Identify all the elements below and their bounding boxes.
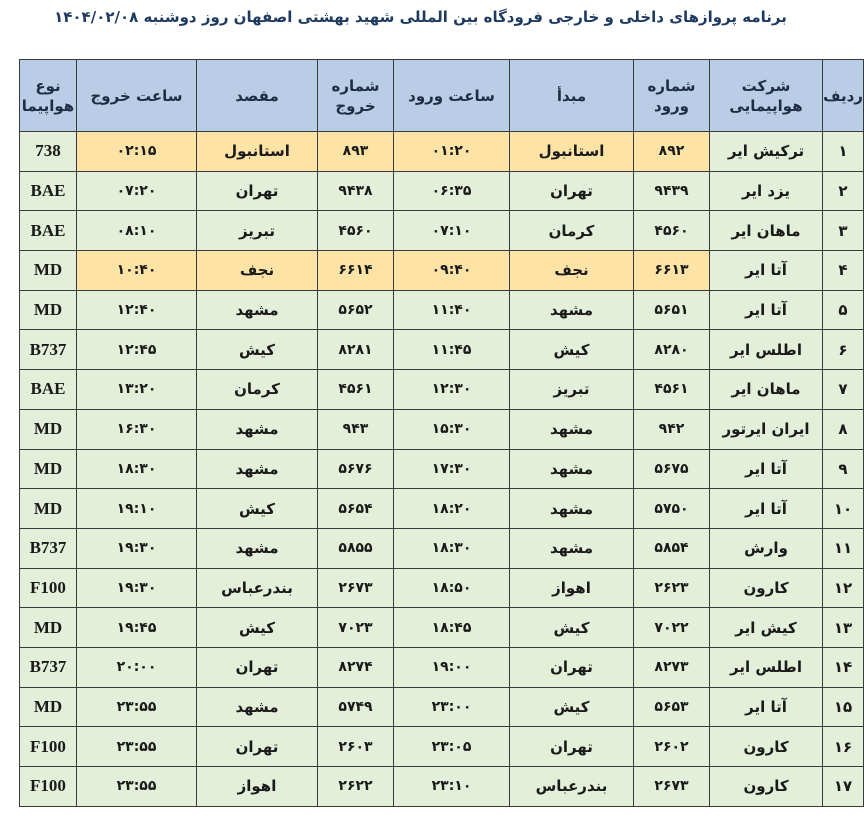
cell-row-number: ۵ xyxy=(823,290,864,330)
cell-arrival-number: ۵۶۵۱ xyxy=(634,290,710,330)
cell-aircraft-type: F100 xyxy=(20,727,77,767)
cell-origin: بندرعباس xyxy=(510,767,634,807)
cell-origin: مشهد xyxy=(510,290,634,330)
cell-airline: ماهان ایر xyxy=(710,370,823,410)
table-header-row xyxy=(20,60,864,132)
header-departure-number: شماره خروج xyxy=(318,60,394,132)
cell-departure-time: ۱۹:۴۵ xyxy=(77,608,197,648)
cell-departure-time: ۲۳:۵۵ xyxy=(77,767,197,807)
cell-arrival-number: ۵۷۵۰ xyxy=(634,489,710,529)
cell-departure-number: ۲۶۰۳ xyxy=(318,727,394,767)
cell-departure-number: ۹۴۳۸ xyxy=(318,171,394,211)
cell-airline: آتا ایر xyxy=(710,687,823,727)
cell-row-number: ۱۲ xyxy=(823,568,864,608)
cell-arrival-time: ۱۹:۰۰ xyxy=(394,647,510,687)
cell-airline: وارش xyxy=(710,528,823,568)
cell-origin: کیش xyxy=(510,687,634,727)
table-body xyxy=(20,132,864,807)
cell-row-number: ۱۵ xyxy=(823,687,864,727)
cell-origin: مشهد xyxy=(510,409,634,449)
cell-destination: اهواز xyxy=(197,767,318,807)
table-row xyxy=(20,647,864,687)
cell-departure-time: ۱۹:۳۰ xyxy=(77,568,197,608)
cell-arrival-number: ۹۴۳۹ xyxy=(634,171,710,211)
cell-destination: تهران xyxy=(197,647,318,687)
cell-arrival-time: ۰۱:۲۰ xyxy=(394,132,510,172)
cell-airline: اطلس ایر xyxy=(710,330,823,370)
cell-origin: مشهد xyxy=(510,489,634,529)
cell-aircraft-type: MD xyxy=(20,251,77,291)
cell-row-number: ۱۴ xyxy=(823,647,864,687)
cell-aircraft-type: 738 xyxy=(20,132,77,172)
cell-departure-number: ۵۶۵۲ xyxy=(318,290,394,330)
cell-destination: تهران xyxy=(197,727,318,767)
cell-departure-number: ۲۶۲۲ xyxy=(318,767,394,807)
table-row xyxy=(20,727,864,767)
cell-destination: کیش xyxy=(197,608,318,648)
cell-departure-time: ۲۳:۵۵ xyxy=(77,687,197,727)
cell-destination: تهران xyxy=(197,171,318,211)
cell-arrival-number: ۵۶۷۵ xyxy=(634,449,710,489)
cell-row-number: ۱۷ xyxy=(823,767,864,807)
cell-aircraft-type: MD xyxy=(20,687,77,727)
table-row xyxy=(20,687,864,727)
cell-origin: اهواز xyxy=(510,568,634,608)
cell-arrival-time: ۱۸:۲۰ xyxy=(394,489,510,529)
table-row xyxy=(20,171,864,211)
cell-airline: ماهان ایر xyxy=(710,211,823,251)
cell-departure-number: ۵۶۷۶ xyxy=(318,449,394,489)
cell-destination: کرمان xyxy=(197,370,318,410)
cell-origin: تبریز xyxy=(510,370,634,410)
cell-destination: مشهد xyxy=(197,528,318,568)
table-row xyxy=(20,290,864,330)
cell-departure-time: ۲۳:۵۵ xyxy=(77,727,197,767)
cell-origin: مشهد xyxy=(510,449,634,489)
cell-origin: مشهد xyxy=(510,528,634,568)
cell-destination: استانبول xyxy=(197,132,318,172)
cell-arrival-number: ۸۲۸۰ xyxy=(634,330,710,370)
cell-origin: نجف xyxy=(510,251,634,291)
table-row xyxy=(20,767,864,807)
cell-aircraft-type: BAE xyxy=(20,171,77,211)
cell-row-number: ۲ xyxy=(823,171,864,211)
header-departure-time: ساعت خروج xyxy=(77,60,197,132)
cell-departure-time: ۰۷:۲۰ xyxy=(77,171,197,211)
cell-aircraft-type: B737 xyxy=(20,528,77,568)
cell-origin: تهران xyxy=(510,171,634,211)
cell-departure-number: ۹۴۳ xyxy=(318,409,394,449)
cell-row-number: ۷ xyxy=(823,370,864,410)
cell-aircraft-type: BAE xyxy=(20,370,77,410)
cell-arrival-time: ۰۶:۳۵ xyxy=(394,171,510,211)
page-title: برنامه پروازهای داخلی و خارجی فرودگاه بین المللی شهید بهشتی اصفهان روز دوشنبه ۱۴۰۴/۰۲/۰۸ xyxy=(54,8,787,26)
cell-destination: نجف xyxy=(197,251,318,291)
cell-airline: یزد ایر xyxy=(710,171,823,211)
cell-departure-number: ۷۰۲۳ xyxy=(318,608,394,648)
cell-row-number: ۸ xyxy=(823,409,864,449)
cell-arrival-number: ۵۶۵۳ xyxy=(634,687,710,727)
cell-arrival-time: ۰۷:۱۰ xyxy=(394,211,510,251)
cell-departure-time: ۱۳:۲۰ xyxy=(77,370,197,410)
header-origin: مبدأ xyxy=(510,60,634,132)
cell-arrival-number: ۴۵۶۰ xyxy=(634,211,710,251)
cell-row-number: ۱۶ xyxy=(823,727,864,767)
cell-arrival-number: ۷۰۲۲ xyxy=(634,608,710,648)
cell-destination: مشهد xyxy=(197,409,318,449)
cell-origin: کیش xyxy=(510,330,634,370)
cell-arrival-number: ۹۴۲ xyxy=(634,409,710,449)
cell-row-number: ۳ xyxy=(823,211,864,251)
cell-aircraft-type: F100 xyxy=(20,767,77,807)
cell-aircraft-type: B737 xyxy=(20,330,77,370)
cell-aircraft-type: MD xyxy=(20,489,77,529)
cell-row-number: ۱۰ xyxy=(823,489,864,529)
cell-arrival-number: ۲۶۰۲ xyxy=(634,727,710,767)
cell-departure-number: ۵۸۵۵ xyxy=(318,528,394,568)
header-destination: مقصد xyxy=(197,60,318,132)
cell-destination: بندرعباس xyxy=(197,568,318,608)
cell-arrival-number: ۵۸۵۴ xyxy=(634,528,710,568)
cell-origin: تهران xyxy=(510,647,634,687)
table-row xyxy=(20,132,864,172)
cell-departure-time: ۱۸:۳۰ xyxy=(77,449,197,489)
cell-airline: ترکیش ایر xyxy=(710,132,823,172)
cell-arrival-number: ۲۶۲۳ xyxy=(634,568,710,608)
cell-row-number: ۱ xyxy=(823,132,864,172)
cell-arrival-time: ۱۸:۵۰ xyxy=(394,568,510,608)
cell-departure-time: ۱۹:۳۰ xyxy=(77,528,197,568)
cell-destination: مشهد xyxy=(197,449,318,489)
cell-airline: کارون xyxy=(710,767,823,807)
cell-origin: استانبول xyxy=(510,132,634,172)
cell-departure-time: ۱۲:۴۵ xyxy=(77,330,197,370)
cell-departure-time: ۱۲:۴۰ xyxy=(77,290,197,330)
table-row xyxy=(20,489,864,529)
cell-arrival-number: ۸۹۲ xyxy=(634,132,710,172)
table-row xyxy=(20,568,864,608)
cell-aircraft-type: MD xyxy=(20,449,77,489)
cell-row-number: ۶ xyxy=(823,330,864,370)
table-row xyxy=(20,330,864,370)
cell-departure-number: ۸۹۳ xyxy=(318,132,394,172)
cell-airline: کیش ایر xyxy=(710,608,823,648)
cell-departure-time: ۰۲:۱۵ xyxy=(77,132,197,172)
cell-departure-number: ۴۵۶۱ xyxy=(318,370,394,410)
cell-row-number: ۱۱ xyxy=(823,528,864,568)
header-arrival-number: شماره ورود xyxy=(634,60,710,132)
cell-destination: مشهد xyxy=(197,290,318,330)
cell-arrival-time: ۱۱:۴۵ xyxy=(394,330,510,370)
cell-arrival-time: ۲۳:۱۰ xyxy=(394,767,510,807)
cell-row-number: ۹ xyxy=(823,449,864,489)
cell-destination: تبریز xyxy=(197,211,318,251)
header-row-number: ردیف xyxy=(823,60,864,132)
cell-departure-number: ۵۷۴۹ xyxy=(318,687,394,727)
cell-arrival-number: ۴۵۶۱ xyxy=(634,370,710,410)
cell-departure-time: ۲۰:۰۰ xyxy=(77,647,197,687)
cell-departure-number: ۸۲۸۱ xyxy=(318,330,394,370)
cell-origin: تهران xyxy=(510,727,634,767)
cell-aircraft-type: B737 xyxy=(20,647,77,687)
flight-schedule-table xyxy=(19,59,864,807)
cell-arrival-time: ۰۹:۴۰ xyxy=(394,251,510,291)
table-row xyxy=(20,608,864,648)
table-row xyxy=(20,528,864,568)
cell-origin: کیش xyxy=(510,608,634,648)
cell-arrival-number: ۸۲۷۳ xyxy=(634,647,710,687)
cell-arrival-time: ۱۸:۳۰ xyxy=(394,528,510,568)
header-arrival-time: ساعت ورود xyxy=(394,60,510,132)
cell-airline: اطلس ایر xyxy=(710,647,823,687)
cell-departure-number: ۶۶۱۴ xyxy=(318,251,394,291)
cell-arrival-time: ۱۵:۳۰ xyxy=(394,409,510,449)
cell-departure-number: ۵۶۵۴ xyxy=(318,489,394,529)
cell-arrival-time: ۲۳:۰۵ xyxy=(394,727,510,767)
cell-arrival-time: ۱۲:۳۰ xyxy=(394,370,510,410)
cell-departure-time: ۱۹:۱۰ xyxy=(77,489,197,529)
cell-aircraft-type: MD xyxy=(20,409,77,449)
cell-row-number: ۱۳ xyxy=(823,608,864,648)
table-row xyxy=(20,370,864,410)
cell-departure-number: ۲۶۷۳ xyxy=(318,568,394,608)
cell-aircraft-type: MD xyxy=(20,290,77,330)
cell-airline: ایران ایرتور xyxy=(710,409,823,449)
cell-airline: آتا ایر xyxy=(710,489,823,529)
cell-row-number: ۴ xyxy=(823,251,864,291)
header-aircraft-type: نوع هواپیما xyxy=(20,60,77,132)
cell-airline: آتا ایر xyxy=(710,449,823,489)
cell-aircraft-type: BAE xyxy=(20,211,77,251)
cell-destination: کیش xyxy=(197,330,318,370)
cell-arrival-number: ۲۶۷۳ xyxy=(634,767,710,807)
cell-aircraft-type: MD xyxy=(20,608,77,648)
cell-airline: آتا ایر xyxy=(710,290,823,330)
cell-arrival-time: ۱۷:۳۰ xyxy=(394,449,510,489)
table-row xyxy=(20,449,864,489)
cell-arrival-number: ۶۶۱۳ xyxy=(634,251,710,291)
cell-airline: آتا ایر xyxy=(710,251,823,291)
cell-departure-time: ۰۸:۱۰ xyxy=(77,211,197,251)
cell-airline: کارون xyxy=(710,727,823,767)
cell-departure-time: ۱۰:۴۰ xyxy=(77,251,197,291)
cell-airline: کارون xyxy=(710,568,823,608)
cell-arrival-time: ۲۳:۰۰ xyxy=(394,687,510,727)
cell-departure-number: ۴۵۶۰ xyxy=(318,211,394,251)
cell-departure-time: ۱۶:۳۰ xyxy=(77,409,197,449)
cell-arrival-time: ۱۱:۴۰ xyxy=(394,290,510,330)
table-row xyxy=(20,251,864,291)
cell-origin: کرمان xyxy=(510,211,634,251)
cell-aircraft-type: F100 xyxy=(20,568,77,608)
cell-departure-number: ۸۲۷۴ xyxy=(318,647,394,687)
cell-arrival-time: ۱۸:۴۵ xyxy=(394,608,510,648)
table-row xyxy=(20,211,864,251)
cell-destination: کیش xyxy=(197,489,318,529)
table-row xyxy=(20,409,864,449)
header-airline: شرکت هواپیمایی xyxy=(710,60,823,132)
cell-destination: مشهد xyxy=(197,687,318,727)
